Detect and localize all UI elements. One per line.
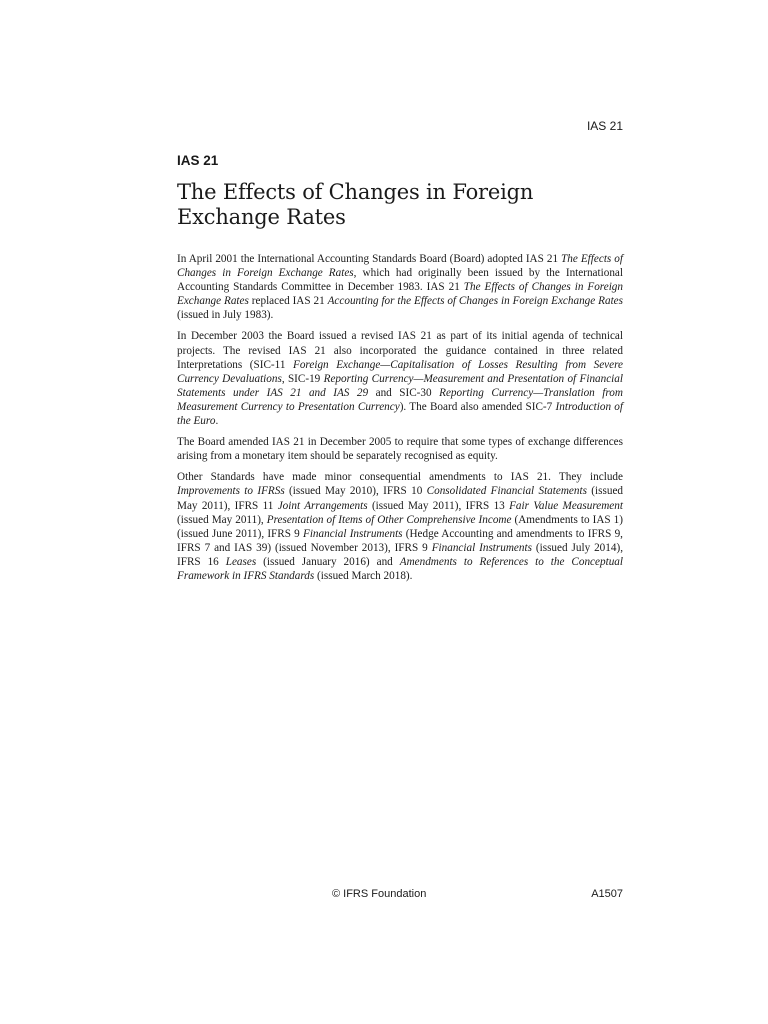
italic-title-run: Fair Value Measurement <box>509 499 623 512</box>
italic-title-run: Introduction of the Euro <box>177 400 624 428</box>
text-run: replaced IAS 21 <box>248 295 328 308</box>
text-run: (issued March 2018). <box>314 569 413 582</box>
italic-title-run: Reporting Currency—Translation from Measurement Currency to Presentation Currency <box>177 386 623 413</box>
text-run: (issued in July 1983). <box>177 309 274 322</box>
italic-title-run: Financial Instruments <box>302 527 403 540</box>
italic-title-run: Joint Arrangements <box>277 499 368 512</box>
text-run: and SIC-30 <box>368 386 440 399</box>
text-run: (issued May 2010), IFRS 10 <box>284 485 427 498</box>
text-run: (issued May 2011), IFRS 13 <box>367 499 510 512</box>
text-run: In April 2001 the International Accounting Standards Board (Board) adopted IAS 21 <box>177 253 562 265</box>
italic-title-run: Improvements to IFRSs <box>177 485 285 498</box>
paragraph-3 <box>177 435 623 463</box>
footer-copyright: © IFRS Foundation <box>332 888 427 900</box>
text-run: (issued May 2011), <box>177 513 267 526</box>
text-run: (issued January 2016) and <box>256 555 400 568</box>
italic-title-run: The Effects of Changes in Foreign Exchange Rates <box>177 281 623 308</box>
text-run: (issued July 2014), IFRS 16 <box>177 541 623 568</box>
italic-title-run: The Effects of Changes in Foreign Exchange Rates <box>177 253 623 280</box>
italic-title-run: Reporting Currency—Measurement and Presentation of Financial Statements under IAS 21 and IAS 29 <box>177 372 623 399</box>
text-run: In December 2003 the Board issued a revised IAS 21 as part of its initial agenda of technical projects. The revised IAS 21 also incorporated the guidance contained in three related Interpretations (SIC-11 <box>177 330 623 371</box>
text-run: The Board amended IAS 21 in December 2005 to require that some types of exchange differences arising from a monetary item should be separately recognised as equity. <box>177 436 623 463</box>
italic-title-run: Presentation of Items of Other Comprehensive Income <box>266 513 512 526</box>
italic-title-run: Consolidated Financial Statements <box>426 485 587 498</box>
page-title: The Effects of Changes in Foreign Exchange Rates <box>177 180 534 229</box>
text-run: . <box>215 415 219 428</box>
paragraph-2 <box>177 329 623 428</box>
italic-title-run: Amendments to References to the Conceptual Framework in IFRS Standards <box>177 555 623 582</box>
text-run: ). The Board also amended SIC-7 <box>399 400 556 413</box>
italic-title-run: Foreign Exchange—Capitalisation of Losses Resulting from Severe Currency Devaluations <box>177 358 623 385</box>
running-head: IAS 21 <box>586 119 623 133</box>
italic-title-run: Leases <box>225 555 257 568</box>
paragraph-4 <box>177 470 623 583</box>
text-run: Other Standards have made minor consequential amendments to IAS 21. They include <box>177 471 623 484</box>
page-number: A1507 <box>591 888 623 900</box>
text-run: , SIC-19 <box>281 372 324 385</box>
text-run: , which had originally been issued by the International Accounting Standards Committee in December 1983. IAS 21 <box>177 267 623 294</box>
paragraph-1 <box>177 252 623 322</box>
body-text <box>177 252 623 590</box>
text-run: (issued May 2011), IFRS 11 <box>177 485 624 512</box>
italic-title-run: Accounting for the Effects of Changes in Foreign Exchange Rates <box>327 295 623 308</box>
italic-title-run: Financial Instruments <box>431 541 532 554</box>
text-run: (Hedge Accounting and amendments to IFRS 9, IFRS 7 and IAS 39) (issued November 2013), IFRS 9 <box>177 527 623 554</box>
text-run: (Amendments to IAS 1) (issued June 2011), IFRS 9 <box>177 513 623 540</box>
standard-label: IAS 21 <box>177 153 219 168</box>
